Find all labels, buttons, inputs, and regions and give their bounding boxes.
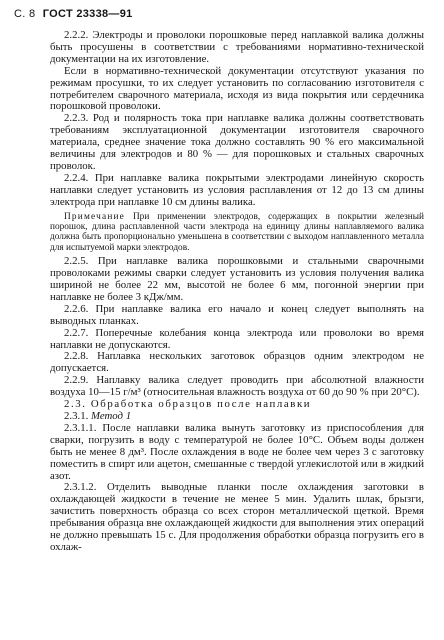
method-number: 2.3.1. xyxy=(64,410,91,422)
document-body xyxy=(50,30,424,554)
paragraph-2-3-1-1: 2.3.1.1. После наплавки валика вынуть заготовку из приспособления для сварки, погрузить в воду с температурой не более 10°С. Объем воды должен быть не менее 8 дм³. После охлаждения в воде не более чем через 3 с заготовку поместить в спирт или ацетон, смешанные с твердой углекислотой или в жидкий азот. xyxy=(50,421,424,482)
paragraph-2-2-7: 2.2.7. Поперечные колебания конца электрода или проволоки во время наплавки не допускаются. xyxy=(50,326,424,351)
note-label: Примечание xyxy=(64,211,125,222)
paragraph-2-2-8: 2.2.8. Наплавка нескольких заготовок образцов одним электродом не допускается. xyxy=(50,350,424,375)
paragraph-2-2-3: 2.2.3. Род и полярность тока при наплавке валика должны соответствовать требованиям эксплуатационной документации изготовителя сварочного материала, среднее значение тока должно составлять 90 % его максимальной величины для электродов и 80 % — для порошковых и стальных сварочных проволок. xyxy=(50,112,424,172)
page-header xyxy=(14,8,133,20)
paragraph-2-2-2: 2.2.2. Электроды и проволоки порошковые перед наплавкой валика должны быть просушены в соответствии с требованиями нормативно-технической документации на их изготовление. xyxy=(50,29,424,65)
paragraph-2-2-9: 2.2.9. Наплавку валика следует проводить при абсолютной влажности воздуха 10—15 г/м³ (относительная влажность воздуха от 60 до 90 % при 20°С). xyxy=(50,374,424,399)
note-paragraph xyxy=(50,212,424,254)
paragraph-2-2-4: 2.2.4. При наплавке валика покрытыми электродами линейную скорость наплавки следует установить из условия расплавления от 12 до 13 см длины электрода при наплавке 10 см длины валика. xyxy=(50,171,424,208)
paragraph-2-2-6: 2.2.6. При наплавке валика его начало и конец следует выполнять на выводных планках. xyxy=(50,302,424,327)
paragraph-2-2-2-continued: Если в нормативно-технической документации отсутствуют указания по режимам просушки, то их следует установить по согласованию изготовителя с потребителем сварочного материала, исходя из вида покрытия или сердечника порошковой проволоки. xyxy=(50,64,424,113)
note-text: При применении электродов, содержащих в покрытии железный порошок, длина расплавленной части электрода на единицу длины наплавляемого валика должна быть пропорционально уменьшена в соответствии с выходом наплавленного металла для испытуемой марки электродов. xyxy=(50,211,424,253)
method-label: Метод 1 xyxy=(91,410,132,422)
standard-designation: ГОСТ 23338—91 xyxy=(42,8,133,20)
paragraph-2-2-5: 2.2.5. При наплавке валика порошковыми и стальными сварочными проволоками режимы сварки следует установить из условия получения валика шириной не более 22 мм, высотой не более 6 мм, погонной энергии при наплавке не более 3 кДж/мм. xyxy=(50,255,424,303)
page-number: С. 8 xyxy=(14,8,36,20)
section-heading-2-3: 2.3. Обработка образцов после наплавки xyxy=(64,398,312,411)
paragraph-2-3-1-2: 2.3.1.2. Отделить выводные планки после охлаждения заготовки в охлаждающей жидкости в течение не менее 5 мин. Удалить шлак, брызги, зачистить поверхность образца со всех сторон металлической щеткой. Время пребывания образца вне охлаждающей жидкости для выполнения этих операций не должно превышать 15 с. Для продолжения обработки образца погрузить его в охлаж- xyxy=(50,481,424,553)
